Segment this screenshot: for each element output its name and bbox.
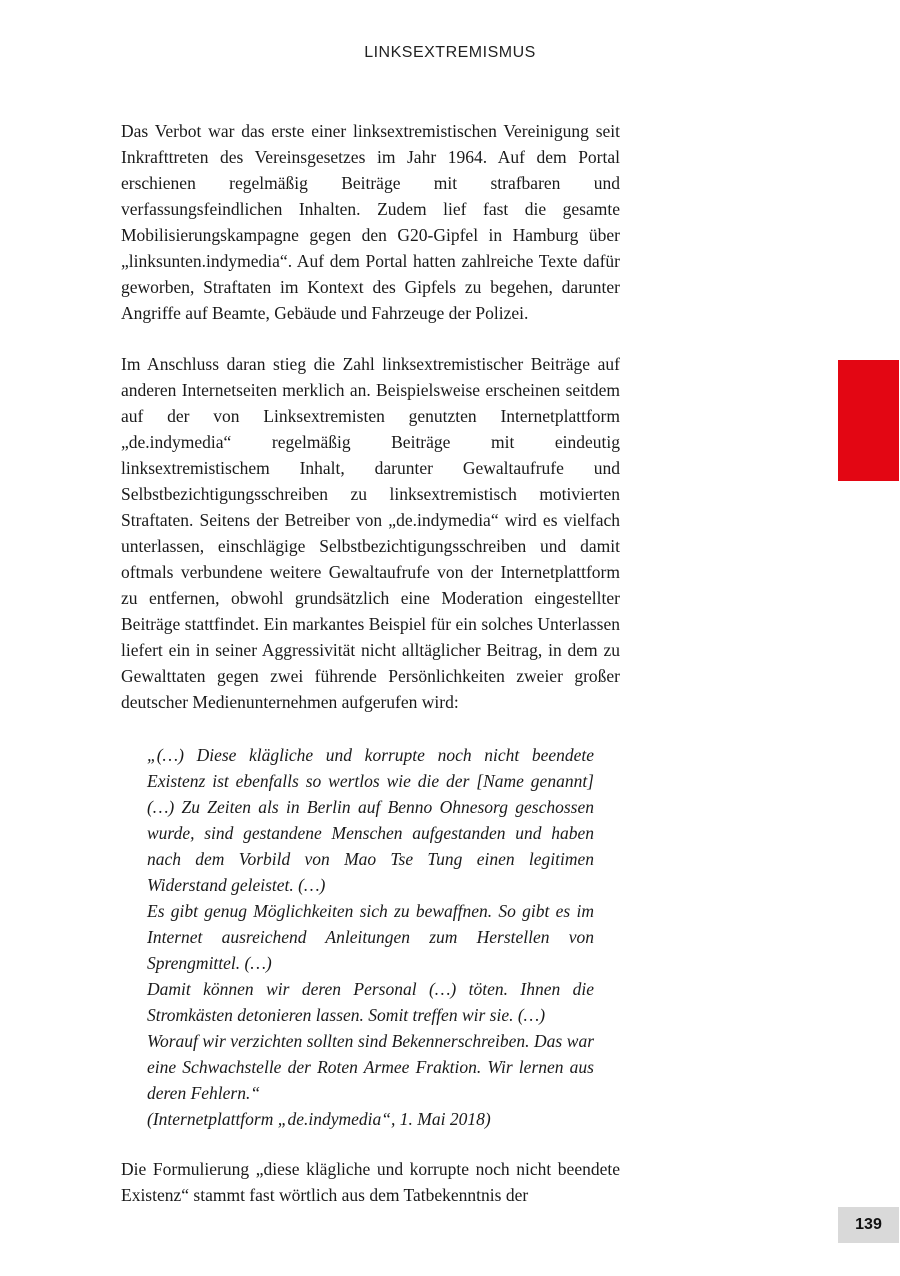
quote-source: (Internetplattform „de.indymedia“, 1. Mai 2018) [147,1109,491,1129]
body-paragraph-1: Das Verbot war das erste einer linksextremistischen Vereinigung seit Inkrafttreten des Vereinsgesetzes im Jahr 1964. Auf dem Portal erschienen regelmäßig Beiträge mit strafbaren und verfassungsfeindlichen Inhalten. Zudem lief fast die gesamte Mobilisierungskampagne gegen den G20-Gipfel in Hamburg über „linksunten.indymedia“. Auf dem Portal hatten zahlreiche Texte dafür geworben, Straftaten im Kontext des Gipfels zu begehen, darunter Angriffe auf Beamte, Gebäude und Fahrzeuge der Polizei. [121,121,620,323]
quote-line-1: „(…) Diese klägliche und korrupte noch nicht beendete Existenz ist ebenfalls so wertlos wie die der [Name genannt] (…) Zu Zeiten als in Berlin auf Benno Ohnesorg geschossen wurde, sind gestandene Menschen aufgestanden und haben nach dem Vorbild von Mao Tse Tung einen legitimen Widerstand geleistet. (…) [147,745,594,895]
body-paragraph-3: Die Formulierung „diese klägliche und korrupte noch nicht beendete Existenz“ stammt fast wörtlich aus dem Tatbekenntnis der [121,1159,620,1205]
quote-line-4: Worauf wir verzichten sollten sind Bekennerschreiben. Das war eine Schwachstelle der Roten Armee Fraktion. Wir lernen aus deren Fehlern.“ [147,1031,594,1103]
quote-line-3: Damit können wir deren Personal (…) töten. Ihnen die Stromkästen detonieren lassen. Somit treffen wir sie. (…) [147,979,594,1025]
block-quote [147,742,594,1132]
quote-line-2: Es gibt genug Möglichkeiten sich zu bewaffnen. So gibt es im Internet ausreichend Anleitungen zum Herstellen von Sprengmittel. (…) [147,901,594,973]
chapter-marker-tab [838,360,899,481]
body-paragraph-2: Im Anschluss daran stieg die Zahl linksextremistischer Beiträge auf anderen Internetseiten merklich an. Beispielsweise erscheinen seitdem auf der von Linksextremisten genutzten Internetplattform „de.indymedia“ regelmäßig Beiträge mit eindeutig linksextremistischem Inhalt, darunter Gewaltaufrufe und Selbstbezichtigungsschreiben zu linksextremistisch motivierten Straftaten. Seitens der Betreiber von „de.indymedia“ wird es vielfach unterlassen, einschlägige Selbstbezichtigungsschreiben und damit oftmals verbundene weitere Gewaltaufrufe von der Internetplattform zu entfernen, obwohl grundsätzlich eine Moderation eingestellter Beiträge stattfindet. Ein markantes Beispiel für ein solches Unterlassen liefert ein in seiner Aggressivität nicht alltäglicher Beitrag, in dem zu Gewalttaten gegen zwei führende Persönlichkeiten zweier großer deutscher Medienunternehmen aufgerufen wird: [121,354,620,712]
page-number: 139 [838,1207,899,1243]
running-header: LINKSEXTREMISMUS [364,44,536,61]
